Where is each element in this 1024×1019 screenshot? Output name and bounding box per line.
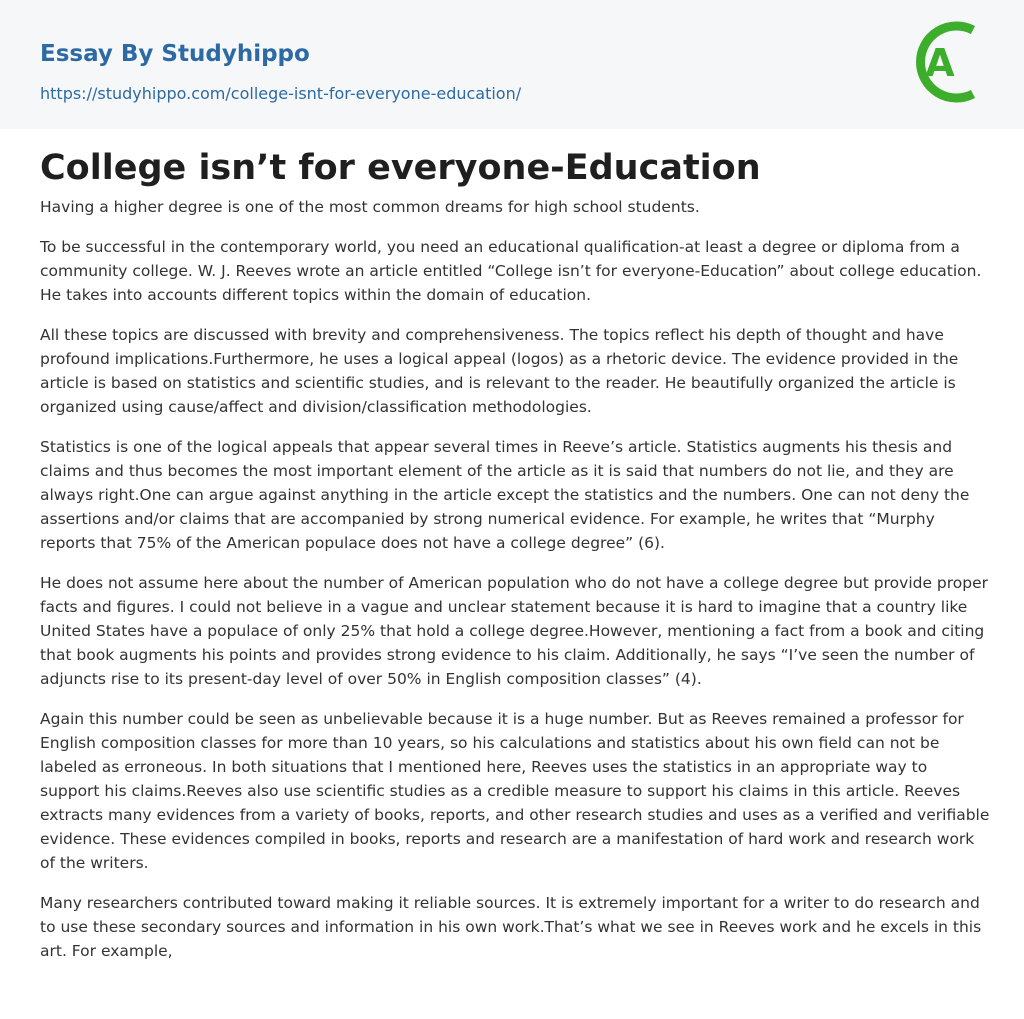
article-body [40, 195, 990, 979]
article-paragraph: Statistics is one of the logical appeals that appear several times in Reeve’s article. Statistics augments his thesis and claims and thus becomes the most important element of the article as it is said that numbers do not lie, and they are always right.One can argue against anything in the article except the statistics and the numbers. One can not deny the assertions and/or claims that are accompanied by strong numerical evidence. For example, he writes that “Murphy reports that 75% of the American populace does not have a college degree” (6). [40, 438, 970, 552]
article-paragraph: To be successful in the contemporary world, you need an educational qualification-at least a degree or diploma from a community college. W. J. Reeves wrote an article entitled “College isn’t for everyone-Education” about college education. He takes into accounts different topics within the domain of education. [40, 238, 982, 304]
article-paragraph: Having a higher degree is one of the most common dreams for high school students. [40, 198, 700, 216]
article-paragraph: Again this number could be seen as unbelievable because it is a huge number. But as Reeves remained a professor for English composition classes for more than 10 years, so his calculations and statistics about his own field can not be labeled as erroneous. In both situations that I mentioned here, Reeves uses the statistics in an appropriate way to support his claims.Reeves also use scientific studies as a credible measure to support his claims in this article. Reeves extracts many evidences from a variety of books, reports, and other research studies and uses as a verified and verifiable evidence. These evidences compiled in books, reports and research are a manifestation of hard work and research work of the writers. [40, 710, 990, 872]
source-url-link[interactable]: https://studyhippo.com/college-isnt-for-everyone-education/ [40, 84, 522, 103]
brand-name[interactable]: Essay By Studyhippo [40, 41, 310, 67]
article-paragraph: All these topics are discussed with brevity and comprehensiveness. The topics reflect his depth of thought and have profound implications.Furthermore, he uses a logical appeal (logos) as a rhetoric device. The evidence provided in the article is based on statistics and scientific studies, and is relevant to the reader. He beautifully organized the article is organized using cause/affect and division/classification methodologies. [40, 326, 959, 416]
article-paragraph: He does not assume here about the number of American population who do not have a college degree but provide proper facts and figures. I could not believe in a vague and unclear statement because it is hard to imagine that a country like United States have a populace of only 25% that hold a college degree.However, mentioning a fact from a book and citing that book augments his points and provides strong evidence to his claim. Additionally, he says “I’ve seen the number of adjuncts rise to its present-day level of over 50% in English composition classes” (4). [40, 574, 989, 688]
studyhippo-logo-icon[interactable] [910, 18, 990, 106]
article-title: College isn’t for everyone-Education [40, 148, 761, 188]
logo-letter: A [925, 41, 955, 85]
article-paragraph: Many researchers contributed toward making it reliable sources. It is extremely important for a writer to do research and to use these secondary sources and information in his own work.That’s what we see in Reeves work and he excels in this art. For example, [40, 894, 982, 960]
